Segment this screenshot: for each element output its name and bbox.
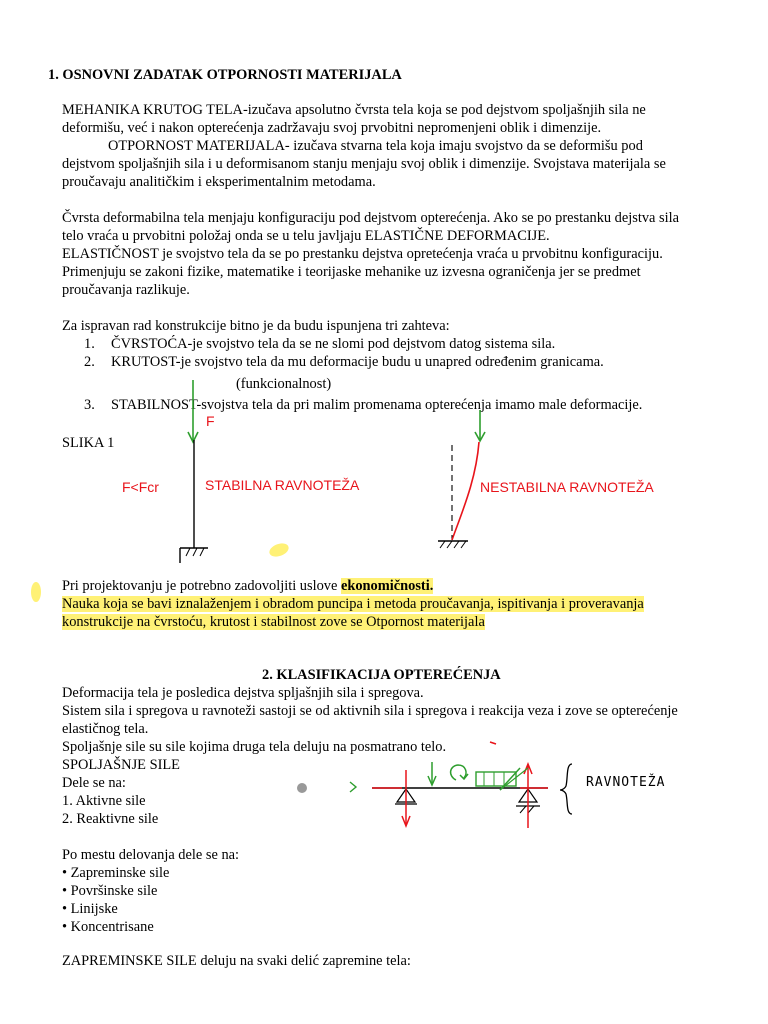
paragraph-line: Po mestu delovanja dele se na: — [62, 847, 240, 863]
list-item: • Linijske — [62, 901, 118, 917]
paragraph-line: MEHANIKA KRUTOG TELA-izučava apsolutno čvrsta tela koja se pod dejstvom spoljašnjih sila ne — [62, 102, 646, 118]
paragraph-line: 1. Aktivne sile — [62, 793, 146, 809]
unstable-label: NESTABILNA RAVNOTEŽA — [480, 479, 654, 495]
paragraph-line: OTPORNOST MATERIJALA- izučava stvarna tela koja imaju svojstvo da se deformišu pod — [108, 138, 643, 154]
section-title: 1. OSNOVNI ZADATAK OTPORNOSTI MATERIJALA — [48, 67, 402, 83]
paragraph-line: ZAPREMINSKE SILE deluju na svaki delić zapremine tela: — [62, 953, 411, 969]
paragraph-line: Sistem sila i spregova u ravnoteži sastoji se od aktivnih sila i spregova i reakcija veza i zove se opterećenje — [62, 703, 678, 719]
list-item: STABILNOST-svojstva tela da pri malim promenama opterećenja imamo male deformacije. — [111, 397, 643, 413]
unstable-column-diagram — [438, 410, 485, 548]
list-item: KRUTOST-je svojstvo tela da mu deformacije budu u unapred određenim granicama. — [111, 354, 604, 370]
paragraph-line: elastičnog tela. — [62, 721, 149, 737]
paragraph-line: Za ispravan rad konstrukcije bitno je da budu ispunjena tri zahteva: — [62, 318, 450, 334]
paragraph-line — [62, 595, 644, 613]
section-title: 2. KLASIFIKACIJA OPTEREĆENJA — [262, 667, 501, 683]
paragraph-line: ELASTIČNOST je svojstvo tela da se po prestanku dejstva opretećenja vraća u prvobitnu konfiguraciju. — [62, 246, 663, 262]
list-item: • Koncentrisane — [62, 919, 154, 935]
stable-column-diagram — [180, 380, 208, 563]
condition-label: F<Fcr — [122, 479, 159, 495]
handwritten-label: RAVNOTEŽA — [586, 775, 666, 790]
paragraph-line — [62, 613, 485, 631]
paragraph-line — [62, 577, 433, 595]
list-item: • Zapreminske sile — [62, 865, 170, 881]
paragraph-line: telo vraća u prvobitni položaj onda se u telu javljaju ELASTIČNE DEFORMACIJE. — [62, 228, 550, 244]
paragraph-line: 2. Reaktivne sile — [62, 811, 159, 827]
paragraph-line: Deformacija tela je posledica dejstva spljašnjih sila i spregova. — [62, 685, 424, 701]
list-item: ČVRSTOĆA-je svojstvo tela da se ne slomi pod dejstvom datog sistema sila. — [111, 336, 556, 352]
stable-label: STABILNA RAVNOTEŽA — [205, 477, 360, 493]
paragraph-line: proučavanja razlikuje. — [62, 282, 190, 298]
paragraph-line: Čvrsta deformabilna tela menjaju konfiguraciju pod dejstvom opterećenja. Ako se po prestanku dejstva sila — [62, 210, 680, 226]
paragraph-line: proučavaju analitičkim i eksperimentalnim metodama. — [62, 174, 376, 190]
list-number: 3. — [84, 397, 95, 413]
paragraph-line: Spoljašnje sile su sile kojima druga tela deluju na posmatrano telo. — [62, 739, 447, 755]
list-item: • Površinske sile — [62, 883, 158, 899]
paragraph-text: Pri projektovanju je potrebno zadovoljiti uslove — [62, 578, 341, 594]
list-item: (funkcionalnost) — [236, 376, 332, 392]
paragraph-line: Primenjuju se zakoni fizike, matematike i teorijaske mehanike uz izvesna ograničenja jer se predmet — [62, 264, 641, 280]
paragraph-line: deformišu, već i nakon opterećenja zadržavaju svoj prvobitni nepromenjeni oblik i dimenzije. — [62, 120, 602, 136]
bold-highlight: ekonomičnosti. — [340, 578, 434, 594]
force-label: F — [206, 413, 215, 429]
paragraph-line: dejstvom spoljašnjih sila i u deformisanom stanju menjaju svoj oblik i dimenzije. Svojstava materijala se — [62, 156, 666, 172]
paragraph-line: SPOLJAŠNJE SILE — [62, 757, 180, 773]
highlighted-text: Nauka koja se bavi iznalaženjem i obradom puncipa i metoda proučavanja, ispitivanja i proveravanja — [62, 596, 644, 612]
highlighted-text: konstrukcije na čvrstoću, krutost i stabilnost zove se Otpornost materijala — [62, 614, 485, 630]
paragraph-line: Dele se na: — [62, 775, 126, 791]
list-number: 2. — [84, 354, 95, 370]
list-number: 1. — [84, 336, 95, 352]
figure-label: SLIKA 1 — [62, 435, 115, 451]
